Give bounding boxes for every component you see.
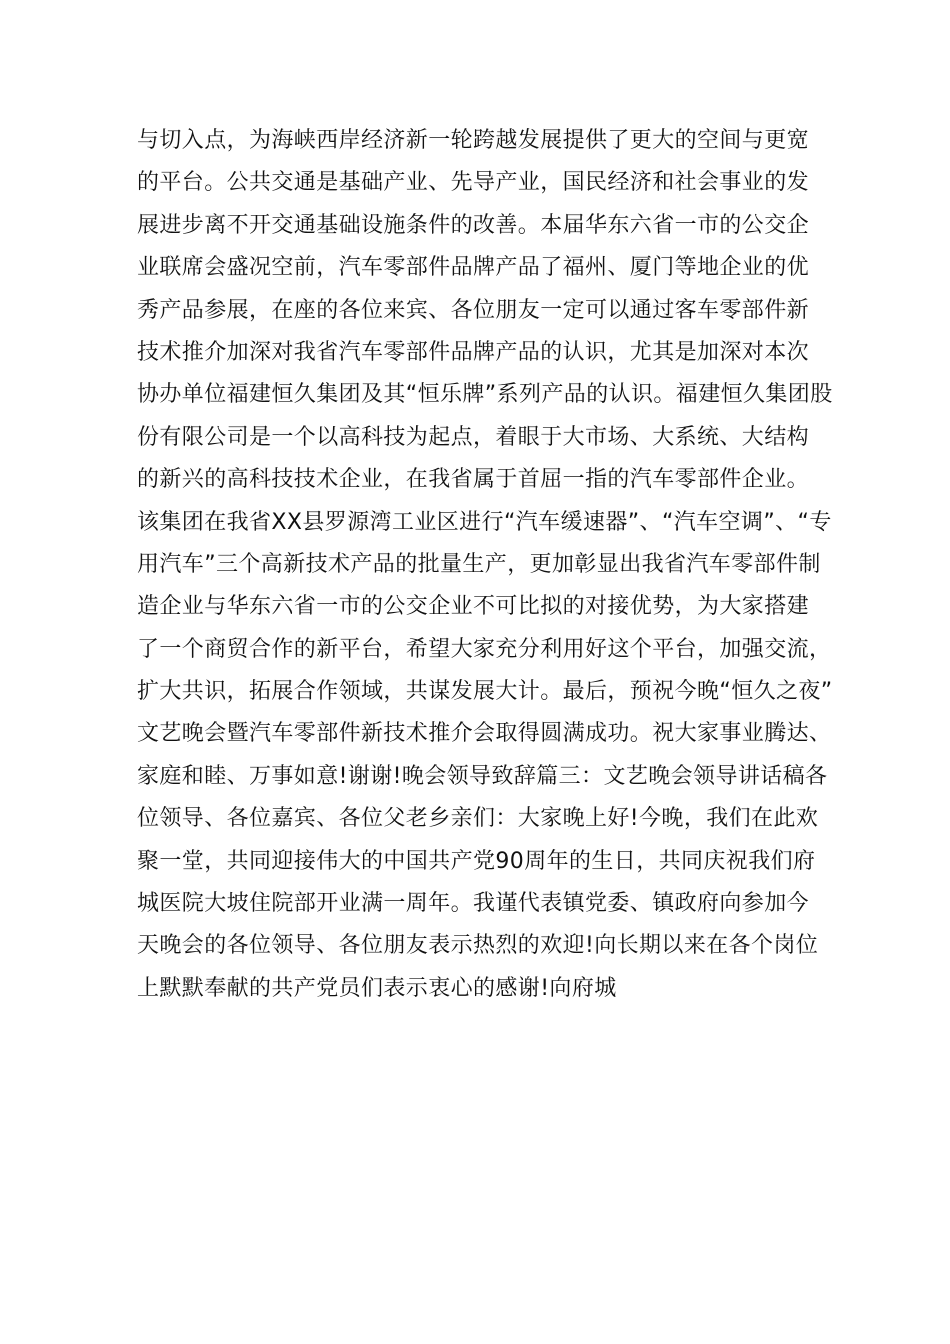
text-line: 秀产品参展，在座的各位来宾、各位朋友一定可以通过客车零部件新 bbox=[137, 297, 810, 323]
text-line: 位领导、各位嘉宾、各位父老乡亲们：大家晚上好!今晚，我们在此欢 bbox=[137, 806, 819, 832]
text-line: 展进步离不开交通基础设施条件的改善。本届华东六省一市的公交企 bbox=[137, 212, 810, 238]
text-line: 协办单位福建恒久集团及其“恒乐牌”系列产品的认识。福建恒久集团股 bbox=[137, 382, 833, 408]
text-line: 城医院大坡住院部开业满一周年。我谨代表镇党委、镇政府向参加今 bbox=[137, 891, 810, 917]
text-line: 造企业与华东六省一市的公交企业不可比拟的对接优势，为大家搭建 bbox=[137, 594, 810, 620]
text-line: 家庭和睦、万事如意!谢谢!晚会领导致辞篇三：文艺晚会领导讲话稿各 bbox=[137, 763, 828, 789]
text-line: 用汽车”三个高新技术产品的批量生产，更加彰显出我省汽车零部件制 bbox=[137, 551, 821, 577]
text-line: 技术推介加深对我省汽车零部件品牌产品的认识，尤其是加深对本次 bbox=[137, 339, 810, 365]
text-line: 扩大共识，拓展合作领域，共谋发展大计。最后，预祝今晚“恒久之夜” bbox=[137, 679, 833, 705]
text-line: 天晚会的各位领导、各位朋友表示热烈的欢迎!向长期以来在各个岗位 bbox=[137, 933, 819, 959]
text-line: 份有限公司是一个以高科技为起点，着眼于大市场、大系统、大结构 bbox=[137, 424, 810, 450]
text-line: 上默默奉献的共产党员们表示衷心的感谢!向府城 bbox=[137, 975, 617, 1001]
text-line: 了一个商贸合作的新平台，希望大家充分利用好这个平台，加强交流， bbox=[137, 636, 832, 662]
text-line: 的新兴的高科技技术企业，在我省属于首屈一指的汽车零部件企业。 bbox=[137, 467, 810, 493]
text-line: 文艺晚会暨汽车零部件新技术推介会取得圆满成功。祝大家事业腾达、 bbox=[137, 721, 832, 747]
text-line: 业联席会盛况空前，汽车零部件品牌产品了福州、厦门等地企业的优 bbox=[137, 255, 810, 281]
body-text bbox=[137, 120, 833, 1010]
text-line: 的平台。公共交通是基础产业、先导产业，国民经济和社会事业的发 bbox=[137, 170, 810, 196]
text-line: 与切入点，为海峡西岸经济新一轮跨越发展提供了更大的空间与更宽 bbox=[137, 128, 810, 153]
text-line: 该集团在我省XX县罗源湾工业区进行“汽车缓速器”、“汽车空调”、“专 bbox=[137, 509, 832, 535]
text-line: 聚一堂，共同迎接伟大的中国共产党90周年的生日，共同庆祝我们府 bbox=[137, 848, 816, 874]
